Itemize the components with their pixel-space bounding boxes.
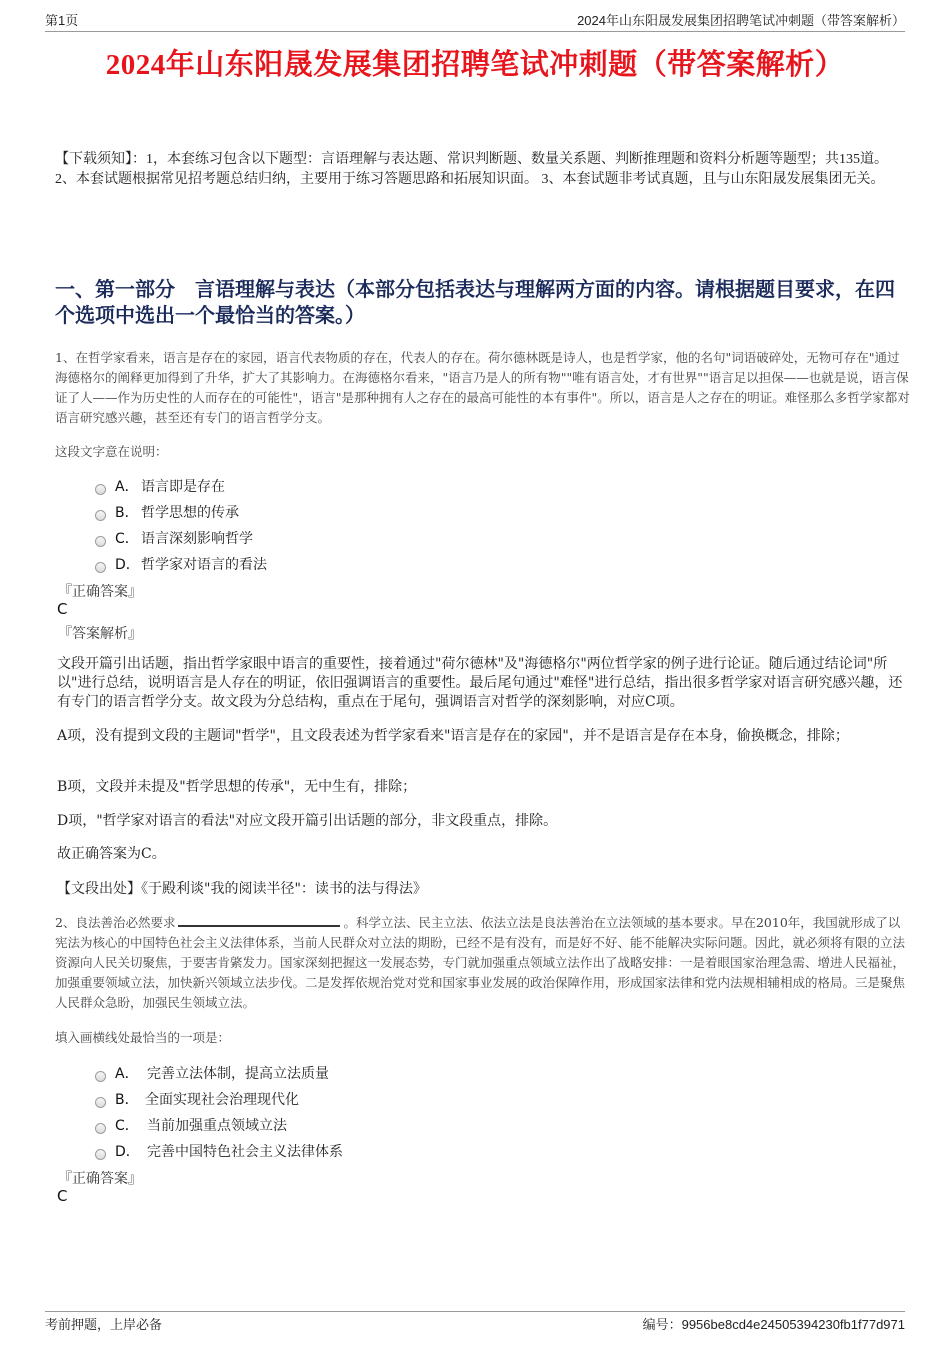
question-2-option-b[interactable]: B． 全面实现社会治理现代化	[95, 1086, 343, 1112]
radio-button-icon[interactable]	[95, 536, 106, 547]
question-1-option-d[interactable]: D． 哲学家对语言的看法	[95, 551, 267, 577]
question-2-answer-label: 『正确答案』	[58, 1171, 142, 1187]
question-1-analysis-label: 『答案解析』	[58, 626, 142, 642]
download-notice: 【下载须知】：1，本套练习包含以下题型：言语理解与表达题、常识判断题、数量关系题、判断推理题和资料分析题等题型；共135道。 2、本套试题根据常见招考题总结归纳，主要用于练习答题思路和拓展知识面。 3、本套试题非考试真题，且与山东阳晟发展集团无关。	[55, 152, 888, 187]
analysis-conclusion: 故正确答案为C。	[57, 846, 166, 862]
question-2-prompt: 填入画横线处最恰当的一项是：	[55, 1030, 231, 1045]
question-1-option-b[interactable]: B． 哲学思想的传承	[95, 499, 267, 525]
radio-button-icon[interactable]	[95, 562, 106, 573]
question-1-prompt: 这段文字意在说明：	[55, 444, 168, 459]
radio-button-icon[interactable]	[95, 510, 106, 521]
footer-serial: 编号：9956be8cd4e24505394230fb1f77d971	[642, 1317, 905, 1332]
radio-button-icon[interactable]	[95, 1097, 106, 1108]
page-number: 第1页	[45, 13, 79, 28]
question-1-answer-label: 『正确答案』	[58, 584, 142, 600]
question-2-option-a[interactable]: A． 完善立法体制，提高立法质量	[95, 1060, 343, 1086]
question-1-option-c[interactable]: C． 语言深刻影响哲学	[95, 525, 267, 551]
radio-button-icon[interactable]	[95, 1149, 106, 1160]
analysis-paragraph: B项，文段并未提及"哲学思想的传承"，无中生有，排除；	[57, 779, 417, 795]
question-1-source: 【文段出处】《于殿利谈"我的阅读半径"：读书的法与得法》	[57, 881, 427, 897]
question-2-options	[95, 1060, 343, 1164]
document-title: 2024年山东阳晟发展集团招聘笔试冲刺题（带答案解析）	[105, 49, 845, 81]
question-2-option-c[interactable]: C． 当前加强重点领域立法	[95, 1112, 343, 1138]
radio-button-icon[interactable]	[95, 484, 106, 495]
question-2-option-d[interactable]: D． 完善中国特色社会主义法律体系	[95, 1138, 343, 1164]
question-1-answer: C	[57, 600, 68, 618]
page-header	[45, 12, 905, 32]
analysis-paragraph: D项，"哲学家对语言的看法"对应文段开篇引出话题的部分，非文段重点，排除。	[57, 813, 558, 829]
header-doc-title: 2024年山东阳晟发展集团招聘笔试冲刺题（带答案解析）	[577, 13, 905, 28]
question-1-options	[95, 473, 267, 577]
radio-button-icon[interactable]	[95, 1071, 106, 1082]
page-footer	[45, 1311, 905, 1333]
question-1-option-a[interactable]: A． 语言即是存在	[95, 473, 267, 499]
radio-button-icon[interactable]	[95, 1123, 106, 1134]
fill-in-blank	[178, 915, 340, 927]
analysis-paragraph: 文段开篇引出话题，指出哲学家眼中语言的重要性，接着通过"荷尔德林"及"海德格尔"两位哲学家的例子进行论证。随后通过结论词"所以"进行总结，说明语言是人存在的明证，依旧强调语言的重要性。最后尾句通过"难怪"进行总结，指出很多哲学家对语言研究感兴趣，还有专门的语言哲学分支。故文段为分总结构，重点在于尾句，强调语言对哲学的深刻影响，对应C项。	[57, 656, 903, 710]
question-2-stem: 2、良法善治必然要求 。科学立法、民主立法、依法立法是良法善治在立法领域的基本要求。早在2010年，我国就形成了以宪法为核心的中国特色社会主义法律体系，当前人民群众对立法的期盼，已经不是有没有，而是好不好、能不能解决实际问题。因此，就必须将有限的立法资源向人民关切聚焦，于要害肯綮发力。国家深刻把握这一发展态势，专门就加强重点领域立法作出了战略安排：一是着眼国家治理急需、增进人民福祉，加强重要领域立法，加快新兴领域立法步伐。二是发挥依规治党对党和国家事业发展的政治保障作用，形成国家法律和党内法规相辅相成的格局。三是聚焦人民群众急盼，加强民生领域立法。	[55, 915, 906, 1010]
question-2-answer: C	[57, 1187, 68, 1205]
question-1-stem: 1、在哲学家看来，语言是存在的家园，语言代表物质的存在，代表人的存在。荷尔德林既是诗人，也是哲学家，他的名句"词语破碎处，无物可存在"通过海德格尔的阐释更加得到了升华，扩大了其影响力。在海德格尔看来，"语言乃是人的所有物""唯有语言处，才有世界""语言足以担保——也就是说，语言保证了人——作为历史性的人而存在的可能性"，语言"是那种拥有人之存在的最高可能性的本有事件"。所以，语言是人之存在的明证。难怪那么多哲学家都对语言研究感兴趣，甚至还有专门的语言哲学分支。	[55, 350, 910, 425]
footer-slogan: 考前押题，上岸必备	[45, 1317, 163, 1332]
section-heading: 一、第一部分 言语理解与表达（本部分包括表达与理解两方面的内容。请根据题目要求，在四个选项中选出一个最恰当的答案。）	[55, 279, 895, 327]
analysis-paragraph: A项，没有提到文段的主题词"哲学"，且文段表述为哲学家看来"语言是存在的家园"，并不是语言是存在本身，偷换概念，排除；	[57, 728, 849, 744]
